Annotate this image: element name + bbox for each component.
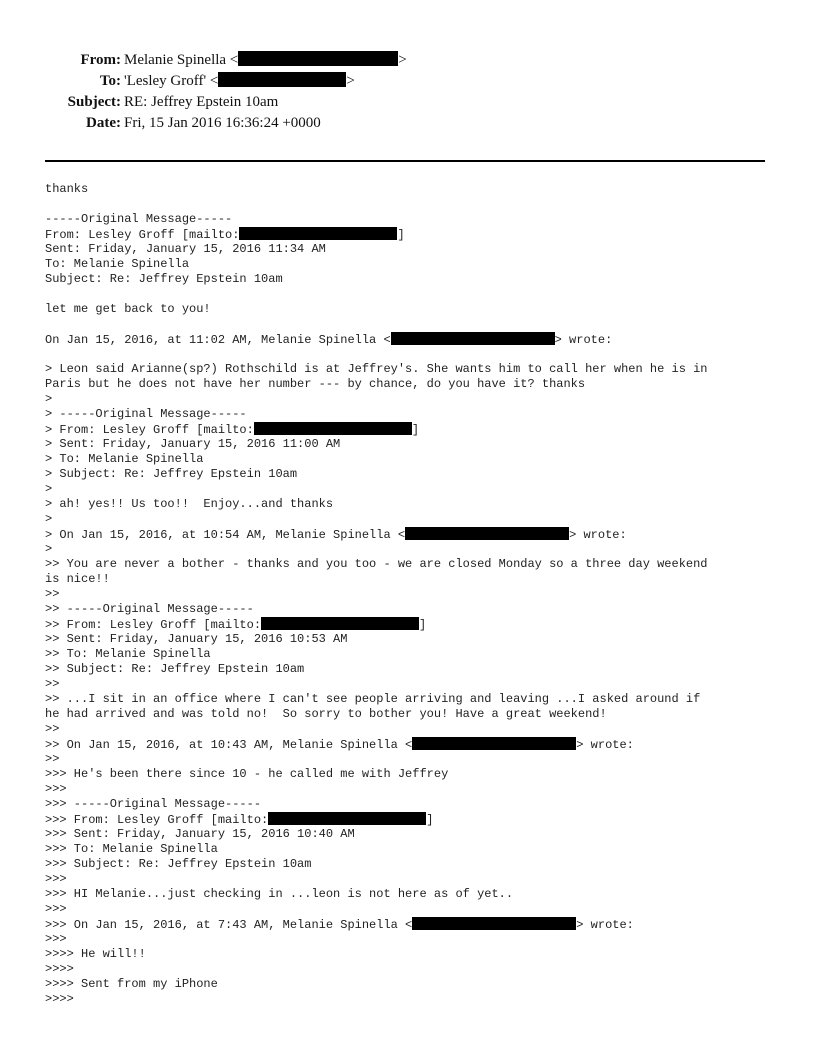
body-line: To: Melanie Spinella — [45, 257, 190, 271]
body-line: >>> — [45, 932, 67, 946]
body-line: > — [45, 392, 53, 406]
body-line: -----Original Message----- — [45, 212, 233, 226]
from-row — [0, 50, 816, 71]
body-line: >> On Jan 15, 2016, at 10:43 AM, Melanie Spinella < > wrote: — [45, 738, 634, 752]
body-line: is nice!! — [45, 572, 110, 586]
body-line: >>> — [45, 782, 67, 796]
redaction-bar — [412, 737, 576, 750]
body-line: >>> — [45, 872, 67, 886]
header-divider — [45, 160, 765, 162]
body-line: >>> From: Lesley Groff [mailto: ] — [45, 813, 434, 827]
date-value: Fri, 15 Jan 2016 16:36:24 +0000 — [124, 115, 321, 131]
body-line: >>> Subject: Re: Jeffrey Epstein 10am — [45, 857, 312, 871]
date-row — [0, 113, 816, 134]
to-row — [0, 71, 816, 92]
body-line: Paris but he does not have her number --- by chance, do you have it? thanks — [45, 377, 586, 391]
body-line: >> — [45, 752, 60, 766]
subject-label: Subject: — [67, 94, 121, 110]
body-line: >>> To: Melanie Spinella — [45, 842, 218, 856]
redaction-bar — [218, 72, 346, 87]
body-line: >>>> — [45, 992, 74, 1006]
redaction-bar — [238, 51, 398, 66]
body-line: > — [45, 482, 53, 496]
subject-value: RE: Jeffrey Epstein 10am — [124, 94, 279, 110]
body-line — [45, 197, 775, 212]
body-line: he had arrived and was told no! So sorry to bother you! Have a great weekend! — [45, 707, 607, 721]
body-line: >> -----Original Message----- — [45, 602, 254, 616]
body-line — [45, 347, 775, 362]
date-label: Date: — [86, 115, 121, 131]
body-line: > From: Lesley Groff [mailto: ] — [45, 423, 420, 437]
body-line: >>>> — [45, 962, 74, 976]
body-line: >> Subject: Re: Jeffrey Epstein 10am — [45, 662, 305, 676]
body-line: >>> — [45, 902, 67, 916]
body-line: >> You are never a bother - thanks and you too - we are closed Monday so a three day weekend — [45, 557, 708, 571]
to-label: To: — [99, 73, 121, 89]
body-line: Sent: Friday, January 15, 2016 11:34 AM — [45, 242, 326, 256]
body-line: > — [45, 512, 53, 526]
redaction-bar — [268, 812, 426, 825]
body-line: > — [45, 542, 53, 556]
body-line — [45, 317, 775, 332]
redaction-bar — [391, 332, 555, 345]
from-value: Melanie Spinella < > — [124, 52, 407, 68]
redaction-bar — [239, 227, 397, 240]
body-line: > To: Melanie Spinella — [45, 452, 204, 466]
body-line: let me get back to you! — [45, 302, 211, 316]
body-line: >> — [45, 587, 60, 601]
redaction-bar — [261, 617, 419, 630]
body-line: > -----Original Message----- — [45, 407, 247, 421]
from-label: From: — [80, 52, 121, 68]
body-line: >> — [45, 722, 60, 736]
body-line: > ah! yes!! Us too!! Enjoy...and thanks — [45, 497, 334, 511]
body-line: >>> HI Melanie...just checking in ...leon is not here as of yet.. — [45, 887, 514, 901]
body-line: >>> He's been there since 10 - he called me with Jeffrey — [45, 767, 449, 781]
body-line: >> Sent: Friday, January 15, 2016 10:53 AM — [45, 632, 348, 646]
redaction-bar — [254, 422, 412, 435]
body-line: On Jan 15, 2016, at 11:02 AM, Melanie Spinella < > wrote: — [45, 333, 613, 347]
body-line: > Leon said Arianne(sp?) Rothschild is at Jeffrey's. She wants him to call her when he is in — [45, 362, 708, 376]
body-line: >> From: Lesley Groff [mailto: ] — [45, 618, 427, 632]
body-line: >>> On Jan 15, 2016, at 7:43 AM, Melanie Spinella < > wrote: — [45, 918, 634, 932]
subject-row — [0, 92, 816, 113]
redaction-bar — [412, 917, 576, 930]
body-line: >> — [45, 677, 60, 691]
body-line: Subject: Re: Jeffrey Epstein 10am — [45, 272, 283, 286]
redaction-bar — [405, 527, 569, 540]
body-line: From: Lesley Groff [mailto: ] — [45, 228, 405, 242]
body-line: >>>> Sent from my iPhone — [45, 977, 218, 991]
email-body — [45, 182, 775, 1007]
body-line: >> To: Melanie Spinella — [45, 647, 211, 661]
body-line: >>>> He will!! — [45, 947, 146, 961]
body-line: > Sent: Friday, January 15, 2016 11:00 AM — [45, 437, 341, 451]
body-line: >>> -----Original Message----- — [45, 797, 262, 811]
body-line: thanks — [45, 182, 89, 196]
body-line: >> ...I sit in an office where I can't see people arriving and leaving ...I asked around if — [45, 692, 701, 706]
body-line: > On Jan 15, 2016, at 10:54 AM, Melanie Spinella < > wrote: — [45, 528, 627, 542]
body-line: > Subject: Re: Jeffrey Epstein 10am — [45, 467, 298, 481]
body-line — [45, 287, 775, 302]
to-value: 'Lesley Groff' < > — [124, 73, 355, 89]
email-header — [0, 50, 816, 134]
body-line: >>> Sent: Friday, January 15, 2016 10:40 AM — [45, 827, 355, 841]
